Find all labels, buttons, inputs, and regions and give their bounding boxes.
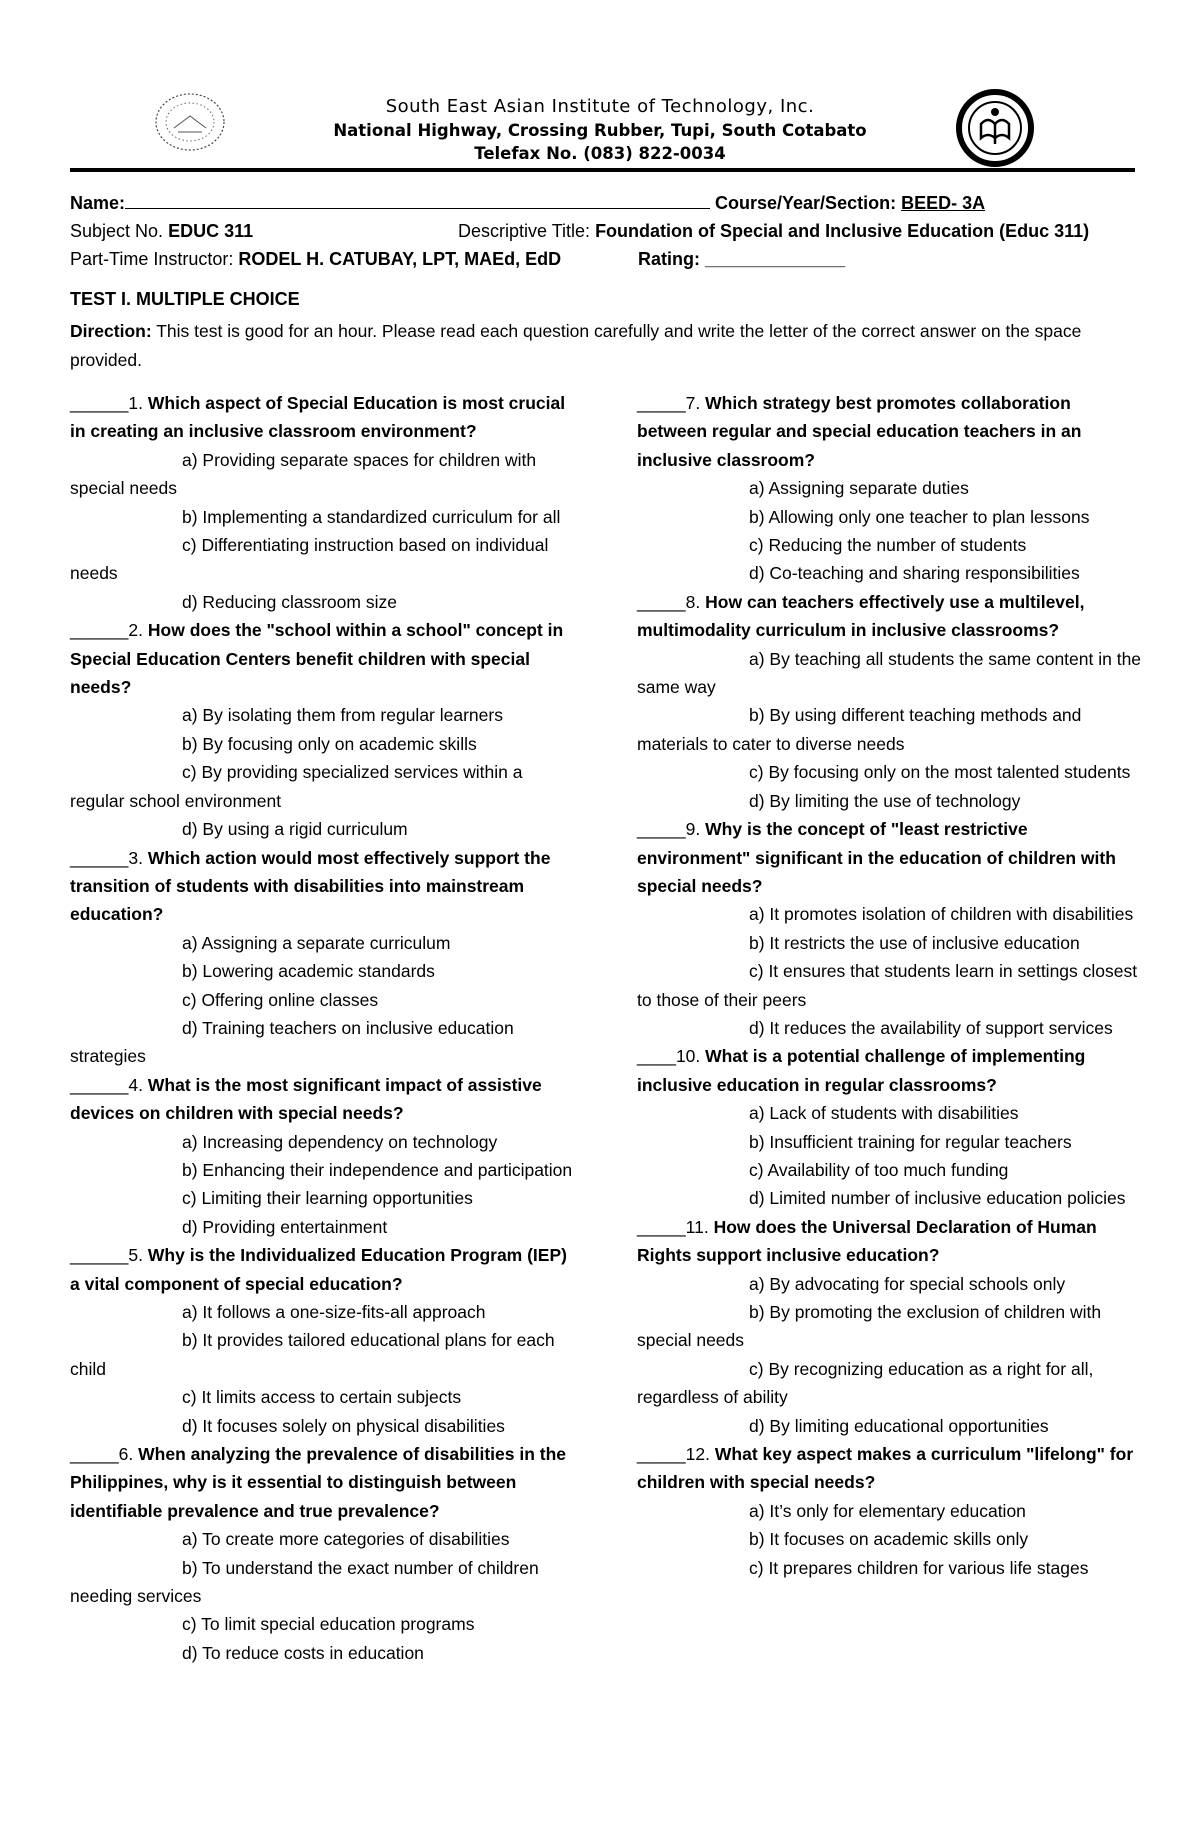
question-stem: [637, 588, 1142, 645]
answer-option: b) To understand the exact number of children needing services: [70, 1557, 539, 1607]
answer-option: b) Enhancing their independence and participation: [182, 1159, 573, 1180]
answer-option: c) Limiting their learning opportunities: [182, 1188, 473, 1209]
answer-option: b) Implementing a standardized curriculum for all: [182, 506, 561, 527]
answer-option: d) Limited number of inclusive education policies: [749, 1188, 1126, 1209]
question-stem: [637, 1440, 1142, 1497]
answer-option: a) It follows a one-size-fits-all approach: [182, 1302, 486, 1322]
subject-row: [70, 221, 253, 242]
answer-option: d) It reduces the availability of support services: [749, 1017, 1113, 1038]
answer-blank[interactable]: _____: [637, 819, 686, 840]
answer-option: c) By recognizing education as a right for all, regardless of ability: [637, 1358, 1094, 1408]
question-number: 12.: [685, 1444, 710, 1465]
answer-blank[interactable]: ______: [70, 1074, 129, 1095]
answer-option: b) It restricts the use of inclusive education: [749, 932, 1080, 953]
answer-blank[interactable]: _____: [637, 393, 686, 413]
question-item: [70, 1241, 575, 1440]
answer-option: a) It promotes isolation of children with disabilities: [749, 904, 1134, 925]
answer-option: c) Differentiating instruction based on individual needs: [70, 535, 549, 584]
course-row: [715, 193, 985, 214]
answer-option: c) It limits access to certain subjects: [182, 1387, 462, 1408]
question-text: Which strategy best promotes collaboration between regular and special education teachers in an inclusive classroom?: [637, 393, 1082, 470]
answer-option: d) By limiting the use of technology: [749, 790, 1021, 811]
answer-option: a) By isolating them from regular learners: [182, 705, 503, 726]
subject-label: Subject No.: [70, 221, 164, 241]
question-number: 9.: [685, 819, 701, 840]
answer-blank[interactable]: ______: [70, 393, 129, 413]
header-divider: [70, 168, 1135, 172]
question-stem: [637, 1042, 1142, 1099]
question-number: 2.: [128, 620, 144, 641]
answer-blank[interactable]: _____: [637, 1444, 686, 1465]
question-item: [70, 616, 575, 843]
rating-row: [638, 249, 845, 270]
question-text: How does the "school within a school" concept in Special Education Centers benefit children with special needs?: [70, 620, 564, 698]
question-text: Which action would most effectively support the transition of students with disabilities into mainstream education?: [70, 847, 551, 925]
question-item: [637, 389, 1142, 588]
question-stem: [70, 1241, 575, 1298]
answer-option: b) By using different teaching methods and materials to cater to diverse needs: [637, 705, 1082, 754]
answer-option: a) Assigning a separate curriculum: [182, 932, 451, 953]
question-stem: [70, 389, 575, 446]
descriptive-row: [458, 221, 1089, 242]
question-stem: [637, 1213, 1142, 1270]
answer-blank[interactable]: _____: [637, 591, 686, 612]
question-number: 5.: [128, 1245, 144, 1266]
question-number: 11.: [685, 1216, 709, 1237]
direction-label: Direction:: [70, 321, 152, 341]
answer-option: d) Training teachers on inclusive education strategies: [70, 1017, 514, 1067]
answer-option: b) It provides tailored educational plans for each child: [70, 1330, 555, 1379]
answer-blank[interactable]: ______: [70, 1245, 129, 1266]
answer-option: b) It focuses on academic skills only: [749, 1529, 1029, 1550]
answer-option: c) By providing specialized services within a regular school environment: [70, 762, 523, 811]
question-number: 8.: [685, 591, 701, 612]
question-stem: [70, 616, 575, 701]
institution-telefax: Telefax No. (083) 822-0034: [474, 144, 726, 163]
answer-option: a) By teaching all students the same content in the same way: [637, 648, 1142, 698]
name-row: Name:: [70, 193, 710, 214]
instructor-value: RODEL H. CATUBAY, LPT, MAEd, EdD: [238, 249, 562, 269]
questions-column-left: [70, 389, 575, 1667]
direction-text: This test is good for an hour. Please read each question carefully and write the letter of the correct answer on the space provided.: [70, 321, 1082, 370]
answer-option: a) Assigning separate duties: [749, 478, 969, 499]
question-number: 7.: [685, 393, 701, 413]
answer-option: c) Offering online classes: [182, 989, 379, 1010]
answer-option: b) Allowing only one teacher to plan lessons: [749, 506, 1090, 527]
descriptive-value: Foundation of Special and Inclusive Education (Educ 311): [595, 221, 1090, 241]
question-text: Which aspect of Special Education is most crucial in creating an inclusive classroom environment?: [70, 393, 566, 442]
question-item: [637, 815, 1142, 1042]
answer-option: c) It ensures that students learn in settings closest to those of their peers: [637, 961, 1138, 1010]
instructor-row: [70, 249, 561, 270]
rating-blank[interactable]: ______________: [705, 249, 846, 269]
test-direction: [70, 317, 1140, 374]
answer-option: b) By focusing only on academic skills: [182, 733, 477, 754]
question-text: What is a potential challenge of implementing inclusive education in regular classrooms?: [637, 1046, 1086, 1095]
answer-option: d) Co-teaching and sharing responsibilities: [749, 563, 1080, 584]
answer-option: d) By using a rigid curriculum: [182, 819, 408, 840]
question-item: [637, 1042, 1142, 1212]
name-blank[interactable]: [125, 208, 710, 209]
question-text: Why is the concept of "least restrictive environment" significant in the education of children with special needs?: [637, 819, 1116, 896]
test-title: TEST I. MULTIPLE CHOICE: [70, 289, 300, 309]
answer-option: c) To limit special education programs: [182, 1614, 475, 1635]
answer-option: b) Lowering academic standards: [182, 961, 435, 982]
institution-name: South East Asian Institute of Technology, Inc.: [385, 96, 815, 117]
answer-option: b) By promoting the exclusion of children with special needs: [637, 1302, 1102, 1351]
question-number: 6.: [118, 1444, 134, 1465]
answer-blank[interactable]: ____: [637, 1046, 676, 1067]
answer-option: c) Availability of too much funding: [749, 1159, 1009, 1180]
question-item: [637, 588, 1142, 815]
question-number: 3.: [128, 847, 144, 868]
answer-option: d) It focuses solely on physical disabilities: [182, 1415, 505, 1436]
question-text: What is the most significant impact of assistive devices on children with special needs?: [70, 1074, 542, 1124]
course-label: Course/Year/Section:: [715, 193, 897, 213]
subject-value: EDUC 311: [168, 221, 254, 241]
answer-option: d) To reduce costs in education: [182, 1642, 424, 1663]
question-item: [637, 1440, 1142, 1582]
answer-blank[interactable]: ______: [70, 847, 129, 868]
question-stem: [70, 1440, 575, 1525]
answer-option: c) It prepares children for various life stages: [749, 1557, 1089, 1578]
answer-option: d) Reducing classroom size: [182, 591, 397, 612]
answer-option: a) By advocating for special schools only: [749, 1273, 1066, 1294]
question-item: [70, 389, 575, 616]
question-text: When analyzing the prevalence of disabilities in the Philippines, why is it essential to distinguish between identifiable prevalence and true prevalence?: [70, 1444, 567, 1521]
question-text: How does the Universal Declaration of Human Rights support inclusive education?: [637, 1216, 1097, 1266]
answer-option: a) Lack of students with disabilities: [749, 1103, 1019, 1124]
answer-option: c) By focusing only on the most talented students: [749, 762, 1131, 783]
course-value: BEED- 3A: [901, 193, 986, 213]
question-stem: [70, 1071, 575, 1128]
instructor-label: Part-Time Instructor:: [70, 249, 234, 269]
question-text: How can teachers effectively use a multilevel, multimodality curriculum in inclusive classrooms?: [637, 591, 1085, 641]
question-text: Why is the Individualized Education Program (IEP) a vital component of special education?: [70, 1245, 567, 1294]
question-number: 1.: [128, 393, 144, 413]
answer-option: a) To create more categories of disabilities: [182, 1529, 510, 1550]
descriptive-label: Descriptive Title:: [458, 221, 591, 241]
question-item: [637, 1213, 1142, 1440]
question-stem: [70, 844, 575, 929]
answer-blank[interactable]: _____: [70, 1444, 119, 1465]
question-item: [70, 844, 575, 1071]
question-text: What key aspect makes a curriculum "lifelong" for children with special needs?: [637, 1444, 1134, 1493]
question-stem: [637, 389, 1142, 474]
answer-option: c) Reducing the number of students: [749, 535, 1027, 556]
question-number: 4.: [128, 1074, 144, 1095]
answer-option: a) Providing separate spaces for children with special needs: [70, 449, 537, 499]
answer-option: d) Providing entertainment: [182, 1216, 388, 1237]
answer-option: d) By limiting educational opportunities: [749, 1415, 1049, 1436]
question-item: [70, 1071, 575, 1241]
answer-blank[interactable]: ______: [70, 620, 129, 641]
question-stem: [637, 815, 1142, 900]
answer-blank[interactable]: _____: [637, 1216, 686, 1237]
question-number: 10.: [675, 1046, 701, 1067]
rating-label: Rating:: [638, 249, 700, 269]
questions-column-right: [637, 389, 1142, 1582]
name-label: Name: [70, 193, 120, 213]
institution-address: National Highway, Crossing Rubber, Tupi, South Cotabato: [333, 121, 867, 140]
question-item: [70, 1440, 575, 1667]
answer-option: a) Increasing dependency on technology: [182, 1131, 498, 1152]
answer-option: a) It’s only for elementary education: [749, 1500, 1026, 1521]
answer-option: b) Insufficient training for regular teachers: [749, 1131, 1072, 1152]
